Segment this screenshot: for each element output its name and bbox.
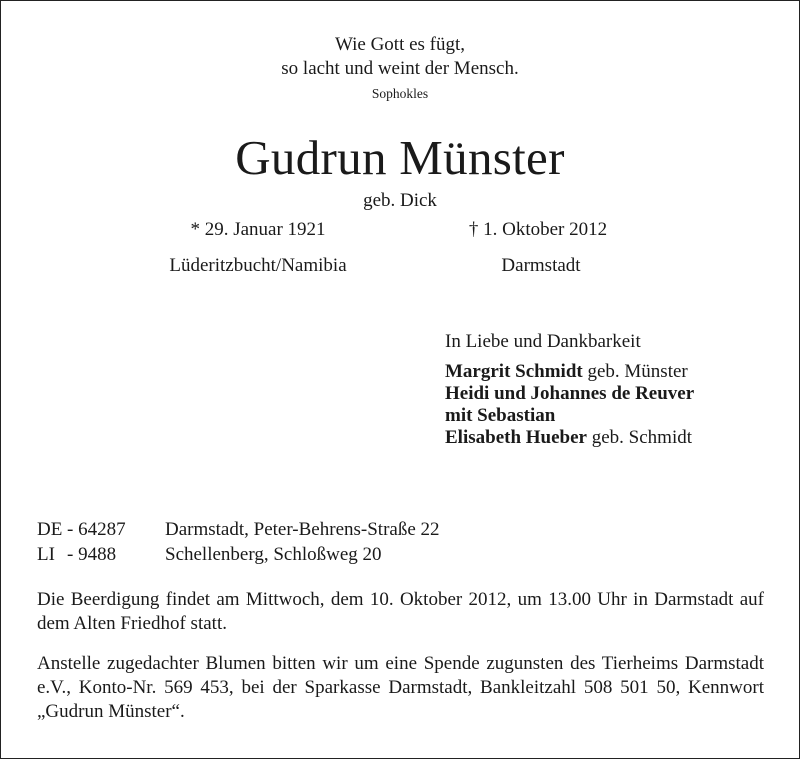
- address-country: LI: [37, 544, 55, 565]
- mourner-name: Elisabeth Hueber: [445, 427, 587, 448]
- mourner-name: mit Sebastian: [445, 405, 556, 426]
- address-street: Schellenberg, Schloßweg 20: [165, 544, 382, 565]
- mourner-name: Margrit Schmidt: [445, 361, 583, 382]
- address-street: Darmstadt, Peter-Behrens-Straße 22: [165, 519, 440, 540]
- death-date: † 1. Oktober 2012: [468, 219, 608, 240]
- funeral-paragraph: Die Beerdigung findet am Mittwoch, dem 10. Oktober 2012, um 13.00 Uhr in Darmstadt auf dem Alten Friedhof statt.: [37, 589, 764, 634]
- mourner-name: Heidi und Johannes de Reuver: [445, 383, 695, 404]
- mourner-suffix: geb. Münster: [582, 361, 688, 382]
- maiden-name: geb. Dick: [363, 190, 437, 211]
- mourner-entry: [445, 383, 765, 405]
- mourner-entry: [445, 361, 765, 383]
- mourners-intro: In Liebe und Dankbarkeit: [445, 331, 641, 352]
- quote-line-2: so lacht und weint der Mensch.: [281, 58, 519, 79]
- birth-date: * 29. Januar 1921: [190, 219, 326, 240]
- mourner-entry: [445, 427, 765, 449]
- address-line-li: [37, 543, 382, 567]
- death-place: Darmstadt: [501, 255, 581, 276]
- quote-line-1: Wie Gott es fügt,: [334, 34, 466, 55]
- mourners-block: [445, 331, 765, 449]
- mourner-entry: [445, 405, 765, 427]
- birth-place: Lüderitzbucht/Namibia: [169, 255, 347, 276]
- address-line-de: [37, 518, 440, 542]
- address-zip: - 64287: [67, 519, 126, 540]
- mourner-suffix: geb. Schmidt: [586, 427, 693, 448]
- deceased-name: Gudrun Münster: [235, 130, 565, 185]
- quote-author: Sophokles: [371, 86, 429, 101]
- address-zip: - 9488: [67, 544, 117, 565]
- address-country: DE: [37, 519, 63, 540]
- donation-paragraph: Anstelle zugedachter Blumen bitten wir um eine Spende zugunsten des Tierheims Darmstadt e.V., Konto-Nr. 569 453, bei der Sparkasse Darmstadt, Bankleitzahl 508 501 50, Kennwort „Gudrun Münster“.: [37, 653, 764, 722]
